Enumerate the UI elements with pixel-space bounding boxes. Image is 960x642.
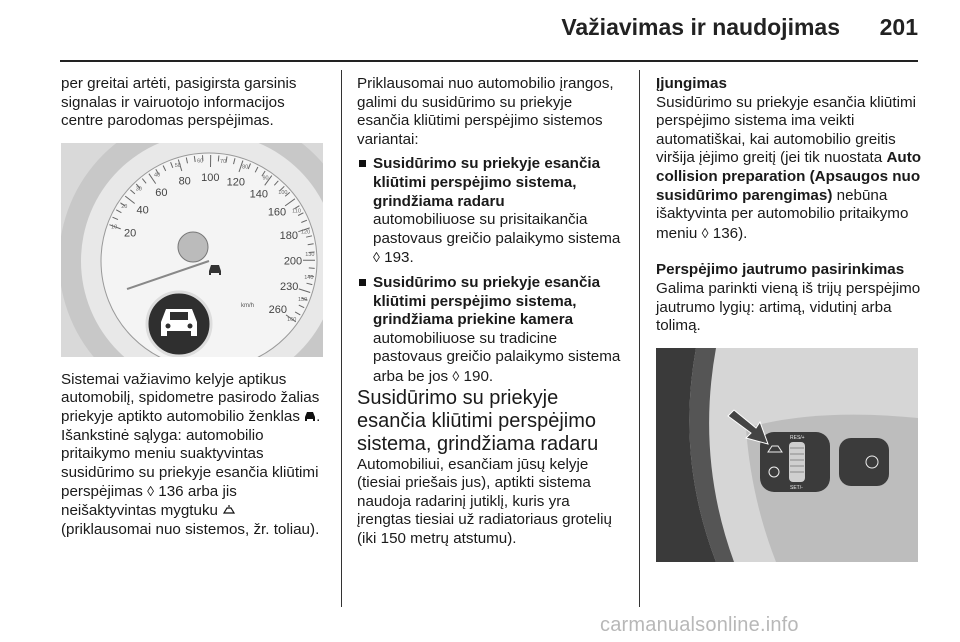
gauge-unit-label: km/h	[241, 302, 255, 309]
reference-icon: ◊	[147, 483, 155, 500]
header-rule	[60, 60, 918, 62]
column-3	[656, 75, 922, 562]
col2-body: Automobiliui, esančiam jūsų kelyje (tiesiai priešais jus), aptikti sistema naudoja radarinį jutiklį, kuris yra įrengtas tiesiai už radiatoriaus grotelių (iki 150 metrų atstumu).	[357, 455, 612, 547]
reference-icon: ◊	[701, 224, 709, 241]
bullet-title: Susidūrimo su priekyje esančia kliūtimi perspėjimo sistema, grindžiama radaru	[373, 155, 601, 210]
section-heading: Susidūrimo su priekyje esančia kliūtimi perspėjimo sistema, grindžiama radaru	[357, 386, 599, 455]
gauge-outer-scale-label: 60	[197, 158, 204, 165]
gauge-outer-scale-label: 20	[121, 203, 128, 210]
reference-icon: ◊	[452, 367, 460, 384]
needle-hub	[178, 232, 208, 262]
bullet-item-radar	[357, 155, 623, 211]
gauge-tick	[218, 155, 219, 161]
bullet-square-icon	[359, 160, 366, 167]
subheading-activation: Įjungimas	[656, 75, 727, 92]
gauge-tick	[309, 268, 315, 269]
gauge-scale-label: 20	[123, 227, 137, 240]
column-divider-2	[639, 70, 640, 607]
gauge-outer-scale-label: 10	[111, 224, 118, 231]
gauge-scale-label: 40	[136, 204, 149, 217]
col1-paragraph-1: per greitai artėti, pasigirsta garsinis signalas ir vairuotojo informacijos centre parodomas perspėjimas.	[61, 75, 297, 130]
gauge-outer-scale-label: 140	[304, 274, 314, 281]
subheading-sensitivity: Perspėjimo jautrumo pasirinkimas	[656, 261, 905, 279]
gauge-outer-scale-label: 120	[301, 229, 311, 236]
gauge-outer-scale-label: 110	[292, 208, 301, 215]
gauge-outer-scale-label: 100	[278, 189, 288, 196]
bullet-item-camera	[357, 274, 623, 330]
gauge-outer-scale-label: 80	[242, 164, 249, 171]
wheel-button-label-res: RES/+	[790, 434, 805, 441]
gauge-outer-scale-label: 150	[298, 296, 308, 303]
bullet-description: automobiliuose su tradicine pastovaus greičio palaikymo sistema arba be jos ◊ 190.	[373, 329, 621, 385]
sensitivity-button-icon	[222, 504, 236, 516]
gauge-outer-scale-label: 160	[287, 316, 297, 323]
gauge-scale-label: 60	[155, 186, 168, 199]
gauge-outer-scale-label: 40	[153, 172, 161, 179]
col3-paragraph-2: Galima parinkti vieną iš trijų perspėjimo jautrumo lygių: artimą, vidutinį arba tolimą.	[656, 279, 921, 335]
gauge-scale-label: 230	[280, 280, 299, 293]
gauge-scale-label: 140	[249, 188, 268, 201]
steering-wheel-illustration	[656, 348, 918, 562]
reference-icon: ◊	[373, 249, 380, 266]
page-header-title: Važiavimas ir naudojimas	[561, 14, 840, 40]
gauge-scale-label: 160	[267, 206, 287, 219]
wheel-button-label-set: SET/-	[790, 484, 803, 491]
gauge-outer-scale-label: 30	[135, 186, 142, 193]
column-1	[61, 75, 327, 539]
gauge-outer-scale-label: 130	[305, 251, 315, 258]
col1-paragraph-2: Sistemai važiavimo kelyje aptikus automobilį, spidometre pasirodo žalias priekyje aptikto automobilio ženklas . Išankstinė sąlyga: automobilio pritaikymo meniu suaktyvintas susidūrimo su priekyje esančia kliūtimi perspėjimas ◊ 136 arba jis neišaktyvintas mygtuku (priklausomai nuo sistemos, žr. toliau).	[61, 370, 321, 538]
col3-paragraph-1: Susidūrimo su priekyje esančia kliūtimi perspėjimo sistema ima veikti automatiškai, kai automobilio greitis viršija įėjimo greitį (jei tik nuostata Auto collision preparation (Apsaugos nuo susidūrimo parengimas) nebūna išaktyvinta per automobilio pritaikymo meniu ◊ 136).	[656, 93, 922, 242]
column-2	[357, 75, 623, 548]
gauge-scale-label: 80	[178, 175, 191, 188]
gauge-scale-label: 200	[283, 255, 303, 268]
gauge-scale-label: 100	[201, 171, 220, 184]
column-divider-1	[341, 70, 342, 607]
gauge-outer-scale-label: 50	[174, 162, 181, 169]
watermark: carmanualsonline.info	[600, 614, 799, 636]
gauge-scale-label: 120	[226, 176, 245, 189]
bullet-title: Susidūrimo su priekyje esančia kliūtimi perspėjimo sistema, grindžiama priekine kamera	[373, 273, 601, 329]
page-number: 201	[879, 14, 918, 40]
gauge-outer-scale-label: 70	[220, 158, 227, 165]
gauge-outer-scale-label: 90	[262, 175, 269, 182]
gauge-scale-label: 180	[279, 229, 298, 242]
col2-intro: Priklausomai nuo automobilio įrangos, galimi du susidūrimo su priekyje esančia kliūtimi perspėjimo sistemos variantai:	[357, 75, 614, 148]
bullet-description: automobiliuose su prisitaikančia pastovaus greičio palaikymo sistema ◊ 193.	[373, 211, 621, 267]
speedometer-illustration	[61, 143, 323, 357]
gauge-scale-label: 260	[268, 303, 287, 316]
bullet-square-icon	[359, 279, 366, 286]
vehicle-ahead-inline-icon	[304, 411, 316, 422]
